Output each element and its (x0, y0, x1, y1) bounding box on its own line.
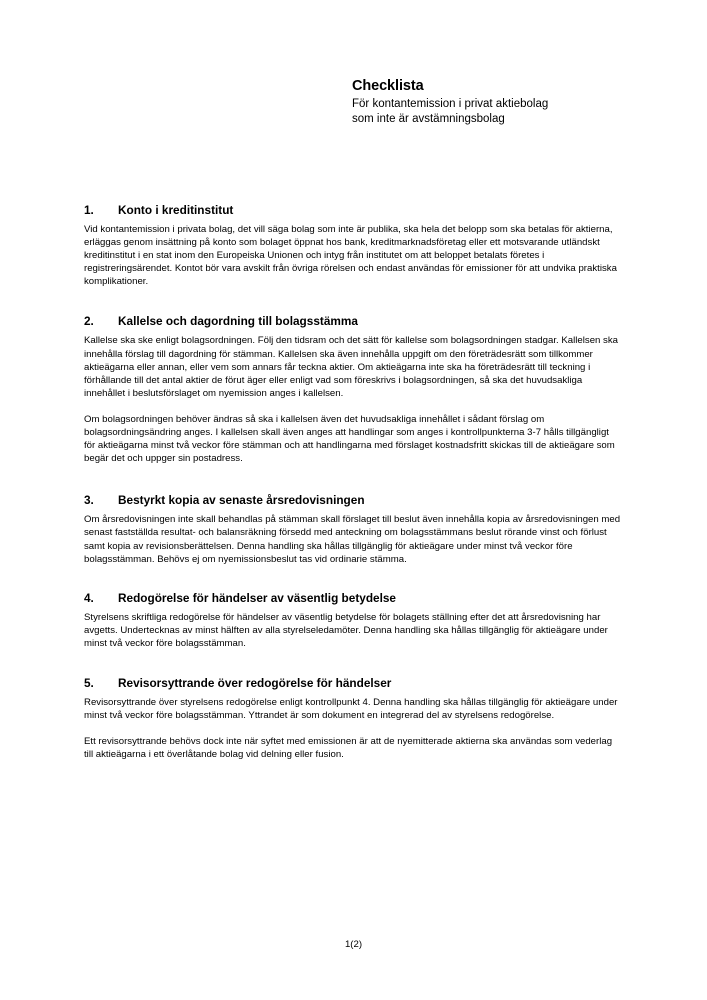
section-3-title: Bestyrkt kopia av senaste årsredovisningen (118, 493, 365, 508)
section-3-heading (84, 493, 621, 508)
section-1-paragraph-1: Vid kontantemission i privata bolag, det vill säga bolag som inte är publika, ska hela det belopp som ska betalas för aktierna, erläggas genom insättning på konto som bolaget öppnat hos bank, kreditmarknadsföretag eller ett motsvarande utländskt kreditinstitut i en stat inom den Europeiska Unionen och intyg från institutet om att beloppet betalats företes i registreringsärendet. Kontot bör vara avskilt från övriga rörelsen och endast användas för emissioner för att undvika praktiska komplikationer. (84, 224, 617, 288)
document-subtitle-line-2: som inte är avstämningsbolag (352, 113, 505, 125)
section-2-paragraph-1: Kallelse ska ske enligt bolagsordningen. Följ den tidsram och det sätt för kallelse som bolagsordningen stadgar. Kallelsen ska innehålla förslag till dagordning för stämman. Kallelsen ska även innehålla uppgift om den företrädesrätt som tillkommer aktieägarna eller annan, eller vem som annars får teckna aktier. Om aktieägarna inte ska ha företrädesrätt till teckning i förhållande till det antal aktier de förut äger eller enligt vad som föreskrivs i bolagsordningen, så ska det huvudsakliga innehållet i beslutsförslaget om nyemission anges i kallelsen. (84, 335, 619, 399)
section-4-number: 4. (84, 590, 94, 605)
section-5-paragraph-1: Revisorsyttrande över styrelsens redogörelse enligt kontrollpunkt 4. Denna handling ska hållas tillgänglig för aktieägare under minst två veckor före bolagsstämman. Yttrandet är som dokument en integrerad del av styrelsens redogörelse. (84, 696, 618, 722)
document-title-block (352, 78, 622, 127)
section-2-paragraph-2: Om bolagsordningen behöver ändras så ska i kallelsen även det huvudsakliga innehållet i sådant förslag om bolagsordningsändring anges. I kallelsen skall även anges att handlingar som anges i kontrollpunkterna 3-7 hålls tillgängligt för aktieägarna minst två veckor före stämman och att handlingarna med förslaget kostnadsfritt skickas till de aktieägare som begär det och uppger sin postadress. (84, 413, 615, 465)
document-body (84, 203, 621, 761)
section-1 (84, 203, 621, 288)
page-footer: 1(2) (344, 939, 363, 950)
section-4-heading (84, 591, 621, 606)
section-5-number: 5. (84, 675, 94, 690)
page-title: Checklista (352, 78, 424, 94)
section-4-title: Redogörelse för händelser av väsentlig betydelse (118, 590, 396, 605)
section-4 (84, 591, 621, 650)
section-5-heading (84, 676, 621, 691)
section-5-title: Revisorsyttrande över redogörelse för händelser (118, 675, 392, 690)
section-spacer (84, 650, 621, 676)
section-spacer (84, 465, 621, 493)
section-2 (84, 314, 621, 465)
section-spacer (84, 288, 621, 314)
section-3-paragraph-1: Om årsredovisningen inte skall behandlas på stämman skall förslaget till beslut även innehålla kopia av årsredovisningen med senast fastställda resultat- och balansräkning försedd med anteckning om bolagsstämmans beslut rörande vinst och förlust samt kopia av revisionsberättelsen. Denna handling ska hållas tillgänglig för aktieägare under minst två veckor före bolagsstämman. Behövs ej om nyemissionsbeslut tas vid ordinarie stämma. (84, 514, 621, 565)
section-4-paragraph-1: Styrelsens skriftliga redogörelse för händelser av väsentlig betydelse för bolagets ställning efter det att årsredovisning har avgetts. Undertecknas av minst hälften av alla styrelseledamöter. Denna handling ska hållas tillgänglig för aktieägare under minst två veckor före bolagsstämman. (84, 611, 608, 649)
section-3-number: 3. (84, 493, 94, 508)
section-2-heading (84, 314, 621, 329)
section-1-title: Konto i kreditinstitut (118, 203, 234, 217)
document-subtitle-line-1: För kontantemission i privat aktiebolag (352, 98, 549, 110)
section-3 (84, 493, 621, 565)
section-5-paragraph-2: Ett revisorsyttrande behövs dock inte när syftet med emissionen är att de nyemitterade aktierna ska användas som vederlag till aktieägarna i ett överlåtande bolag vid delning eller fusion. (84, 736, 613, 761)
section-1-heading (84, 203, 621, 218)
section-5 (84, 676, 621, 761)
section-spacer (84, 566, 621, 591)
section-2-number: 2. (84, 314, 94, 329)
section-2-title: Kallelse och dagordning till bolagsstämma (118, 314, 358, 329)
section-1-number: 1. (84, 203, 94, 217)
